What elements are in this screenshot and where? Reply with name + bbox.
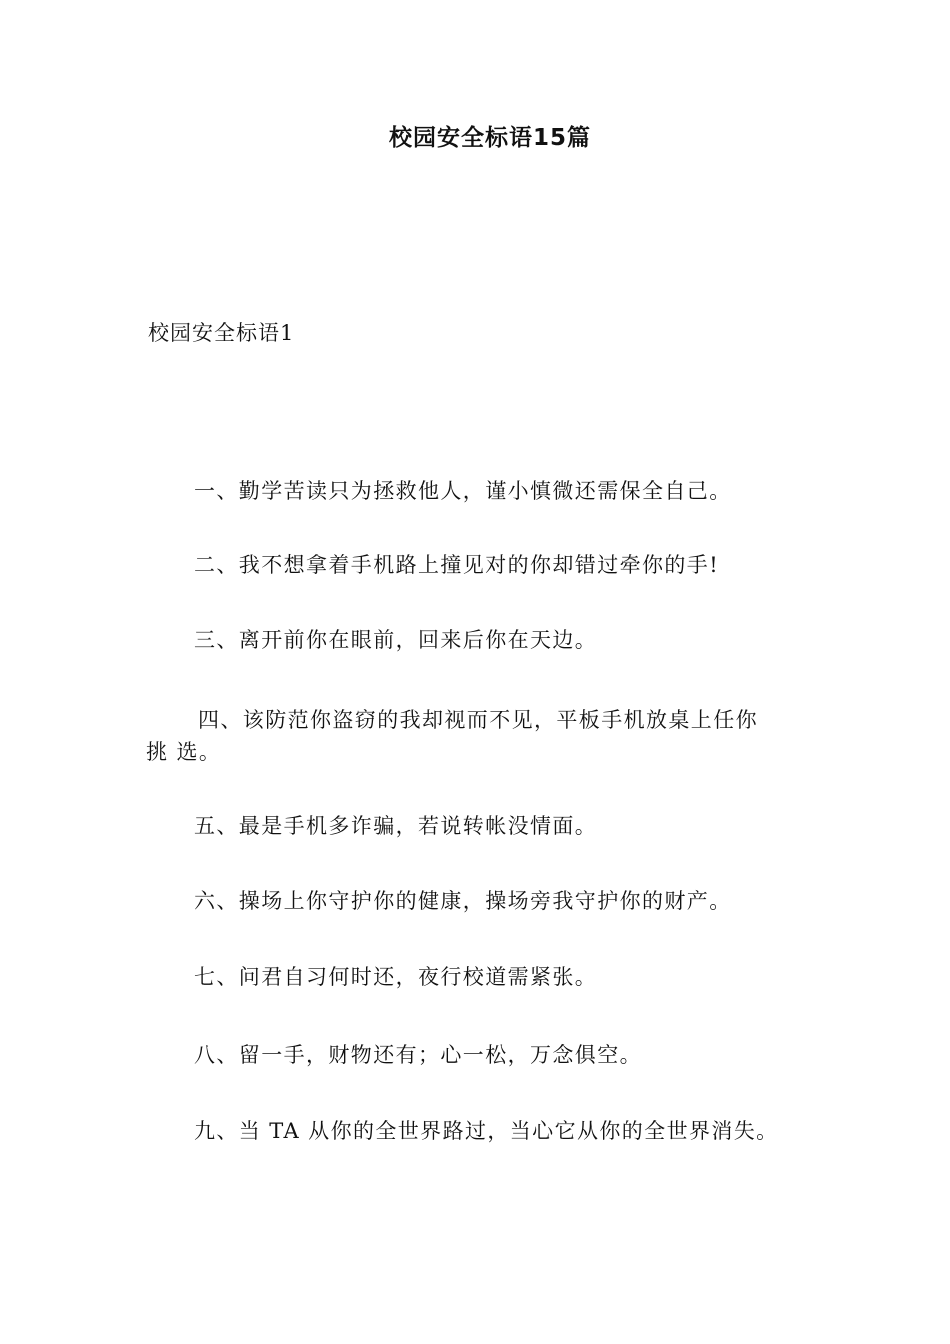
slogan-item-7: 七、问君自习何时还，夜行校道需紧张。 <box>194 965 598 989</box>
slogan-item-4-line-2: 挑 选。 <box>146 740 222 764</box>
slogan-item-3: 三、离开前你在眼前，回来后你在天边。 <box>194 628 598 652</box>
slogan-item-1: 一、勤学苦读只为拯救他人，谨小慎微还需保全自己。 <box>194 479 732 503</box>
section-heading: 校园安全标语1 <box>148 321 295 345</box>
slogan-item-2: 二、我不想拿着手机路上撞见对的你却错过牵你的手! <box>194 553 720 577</box>
slogan-item-4-continued <box>146 737 221 767</box>
slogan-item-9: 九、当 TA 从你的全世界路过，当心它从你的全世界消失。 <box>194 1119 779 1143</box>
slogan-item-4-line-1: 四、该防范你盗窃的我却视而不见，平板手机放桌上任你 <box>198 708 758 732</box>
slogan-item-8: 八、留一手，财物还有；心一松，万念俱空。 <box>194 1043 642 1067</box>
slogan-item-6: 六、操场上你守护你的健康，操场旁我守护你的财产。 <box>194 889 732 913</box>
document-title: 校园安全标语15篇 <box>388 125 591 151</box>
slogan-item-4 <box>198 705 758 735</box>
slogan-item-5: 五、最是手机多诈骗，若说转帐没情面。 <box>194 814 598 838</box>
